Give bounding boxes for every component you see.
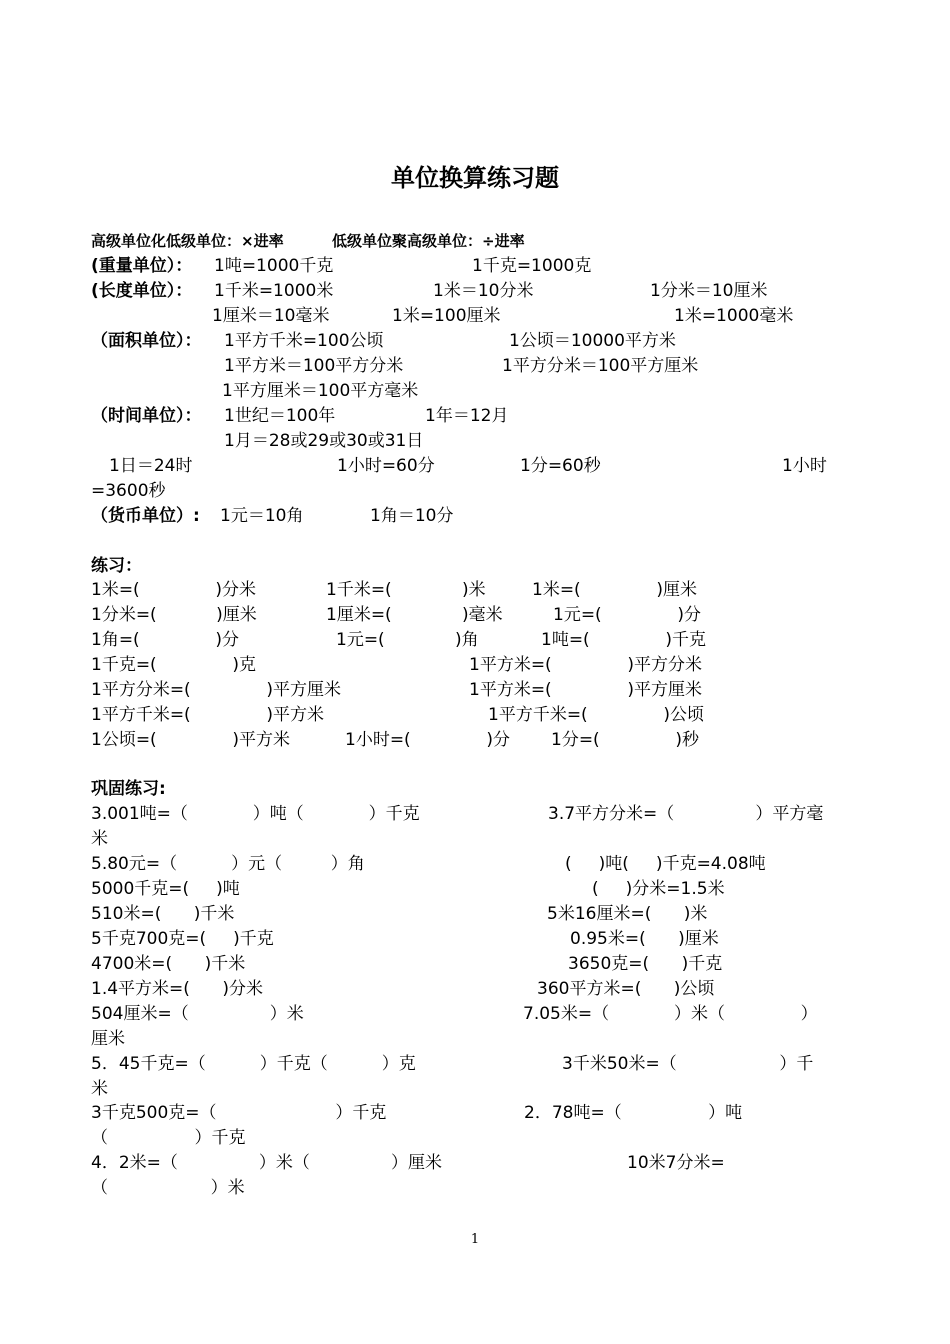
practice-item: 1分=( )秒 [551,730,699,750]
area-label: （面积单位）： [91,331,202,351]
exercise-item: 10米7分米= [627,1153,725,1173]
time-item: 1日＝24时 [109,456,193,476]
practice-item: 1平方米=( )平方厘米 [469,680,702,700]
practice-item: 1元=( )分 [553,605,701,625]
practice-item: 1元=( )角 [336,630,479,650]
length-item: 1分米＝10厘米 [650,281,768,301]
time-item: 1月＝28或29或30或31日 [224,431,424,451]
practice-item: 1小时=( )分 [345,730,510,750]
length-item: 1千米=1000米 [214,281,334,301]
area-item: 1平方厘米＝100平方毫米 [222,381,419,401]
time-label: （时间单位）： [91,406,202,426]
exercise-item: 504厘米=（ ）米 [91,1004,304,1024]
time-item: 1小时=60分 [337,456,435,476]
practice-item: 1千克=( )克 [91,655,256,675]
exercise-item: 3千克500克=（ ）千克 [91,1103,387,1123]
exercise-item-wrap: （ ）千克 [91,1128,246,1148]
area-item: 1平方分米＝100平方厘米 [502,356,699,376]
exercise-item: 5千克700克=( )千克 [91,929,274,949]
practice-item: 1平方千米=( )平方米 [91,705,324,725]
time-item: 1世纪＝100年 [224,406,336,426]
exercise-item: 4．2米=（ ）米（ ）厘米 [91,1153,442,1173]
exercise-item-wrap: 米 [91,829,108,849]
weight-label: (重量单位）： [91,256,193,276]
exercise-item: 5000千克=( )吨 [91,879,240,899]
exercise-item: 3.7平方分米=（ ）平方毫 [548,804,824,824]
time-item: 1年＝12月 [425,406,509,426]
page-title: 单位换算练习题 [391,164,559,192]
exercise-item: ( )吨( )千克=4.08吨 [565,854,766,874]
exercise-item: 3.001吨=（ ）吨（ ）千克 [91,804,420,824]
exercise-item: 360平方米=( )公顷 [537,979,715,999]
time-item-wrap: =3600秒 [91,481,166,501]
length-item: 1米=1000毫米 [674,306,794,326]
exercise-item-wrap: 米 [91,1079,108,1099]
weight-item: 1千克=1000克 [472,256,592,276]
practice-item: 1平方米=( )平方分米 [469,655,702,675]
exercise-item: 510米=( )千米 [91,904,235,924]
time-item: 1小时 [782,456,827,476]
length-item: 1米＝10分米 [433,281,534,301]
practice-heading: 练习： [91,556,142,576]
exercise-item: 5．45千克=（ ）千克（ ）克 [91,1054,416,1074]
exercise-item: 4700米=( )千米 [91,954,246,974]
exercise-item-wrap: 厘米 [91,1029,125,1049]
area-item: 1公顷＝10000平方米 [509,331,676,351]
practice-item: 1公顷=( )平方米 [91,730,290,750]
length-item: 1厘米＝10毫米 [212,306,330,326]
exercise-item: 5.80元=（ ）元（ ）角 [91,854,365,874]
exercise-item: 0.95米=( )厘米 [570,929,719,949]
area-item: 1平方千米=100公顷 [224,331,384,351]
exercise-item: ( )分米=1.5米 [592,879,725,899]
money-item: 1角＝10分 [370,506,454,526]
area-item: 1平方米＝100平方分米 [224,356,404,376]
exercise-item: 5米16厘米=( )米 [547,904,708,924]
practice-item: 1平方分米=( )平方厘米 [91,680,341,700]
exercise-item: 3千米50米=（ ）千 [562,1054,814,1074]
rule-high-to-low: 高级单位化低级单位：×进率 [91,232,284,250]
exercise-item: 2．78吨=（ ）吨 [524,1103,743,1123]
exercise-item: 3650克=( )千克 [568,954,723,974]
exercise-item: 7.05米=（ ）米（ ） [523,1004,818,1024]
page-number: 1 [470,1232,480,1247]
practice-item: 1厘米=( )毫米 [326,605,503,625]
practice-item: 1米=( )分米 [91,580,256,600]
practice-item: 1分米=( )厘米 [91,605,257,625]
practice-item: 1米=( )厘米 [532,580,697,600]
money-item: 1元＝10角 [220,506,304,526]
length-label: (长度单位）： [91,281,193,301]
exercise-item: 1.4平方米=( )分米 [91,979,263,999]
exercise-item-wrap: （ ）米 [91,1178,245,1198]
practice-item: 1千米=( )米 [326,580,486,600]
practice-item: 1吨=( )千克 [541,630,706,650]
weight-item: 1吨=1000千克 [214,256,334,276]
money-label: （货币单位）: [91,506,200,526]
practice-item: 1平方千米=( )公顷 [488,705,704,725]
time-item: 1分=60秒 [520,456,601,476]
rule-low-to-high: 低级单位聚高级单位：÷进率 [332,232,525,250]
consolidate-heading: 巩固练习: [91,779,166,799]
practice-item: 1角=( )分 [91,630,239,650]
length-item: 1米=100厘米 [392,306,501,326]
